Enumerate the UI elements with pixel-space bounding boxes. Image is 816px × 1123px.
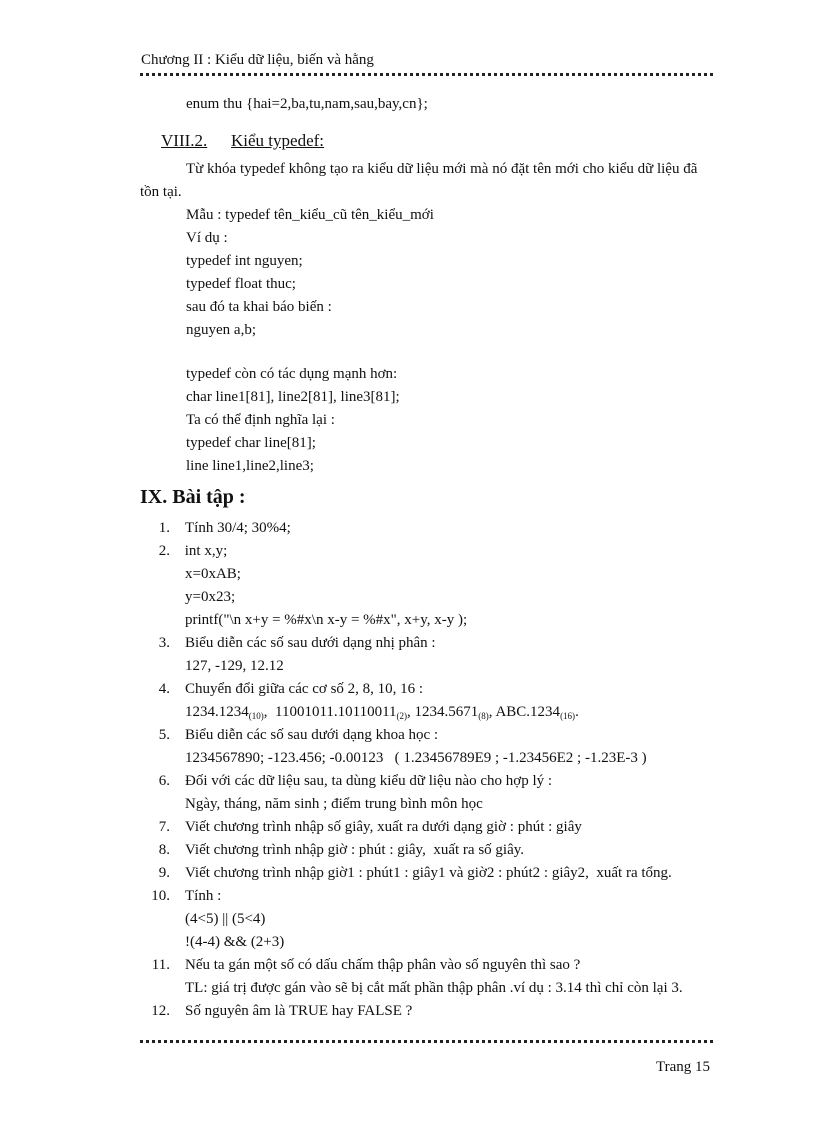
separator: , [488,704,496,720]
base-subscript: (16) [560,711,576,721]
code-line: typedef float thuc; [186,276,296,292]
exercise-item: Đối với các dữ liệu sau, ta dùng kiểu dữ liệu nào cho hợp lý : [185,773,553,789]
chapter-header: Chương II : Kiểu dữ liệu, biến và hằng [141,52,374,68]
item-number: 3. [158,635,170,651]
exercise-item: Biểu diễn các số sau dưới dạng nhị phân : [185,635,436,651]
code-line: typedef int nguyen; [186,253,303,269]
section-title: Kiểu typedef: [231,131,324,150]
item-number: 12. [151,1003,170,1019]
exercise-code: printf("\n x+y = %#x\n x-y = %#x", x+y, x-y ); [185,612,468,628]
item-number: 11. [151,957,170,973]
typedef-syntax-line: Mẫu : typedef tên_kiểu_cũ tên_kiểu_mới [186,207,434,223]
code-line: nguyen a,b; [186,322,256,338]
separator: , [407,704,415,720]
base-subscript: (2) [396,711,408,721]
code-line: typedef char line[81]; [186,435,316,451]
exercise-item: Biểu diễn các số sau dưới dạng khoa học : [185,727,439,743]
exercise-item: Viết chương trình nhập số giây, xuất ra dưới dạng giờ : phút : giây [185,819,582,835]
exercise-item: Nếu ta gán một số có dấu chấm thập phân vào số nguyên thì sao ? [185,957,581,973]
exercise-item: Tính 30/4; 30%4; [185,520,291,536]
base-conversion-values [185,702,579,726]
item-number: 10. [151,888,170,904]
page-number: Trang 15 [655,1059,710,1075]
exercise-item: Chuyển đổi giữa các cơ số 2, 8, 10, 16 : [185,681,424,697]
header-divider [140,73,713,76]
exercise-item: int x,y; [181,543,228,559]
section-heading [161,131,324,151]
item-number: 4. [158,681,170,697]
value-base10: 1234.1234 [185,704,249,720]
separator: . [575,704,579,720]
item-number: 2. [158,543,170,559]
exercises-heading: IX. Bài tập : [140,486,246,508]
item-number: 6. [158,773,170,789]
item-number: 8. [158,842,170,858]
exercise-code: y=0x23; [185,589,236,605]
code-line: line line1,line2,line3; [186,458,314,474]
item-number: 1. [158,520,170,536]
item-number: 9. [158,865,170,881]
value-base8: 1234.5671 [414,704,479,720]
exercise-item: Viết chương trình nhập giờ : phút : giây, xuất ra số giây. [185,842,525,858]
text-line: Ta có thể định nghĩa lại : [186,412,335,428]
footer-divider [140,1040,713,1043]
paragraph-line: tồn tại. [140,184,182,200]
exercise-item: Số nguyên âm là TRUE hay FALSE ? [185,1003,413,1019]
enum-code-line: enum thu {hai=2,ba,tu,nam,sau,bay,cn}; [186,96,428,112]
exercise-expression: (4<5) || (5<4) [185,911,266,927]
exercise-answer: TL: giá trị được gán vào sẽ bị cắt mất phần thập phân .ví dụ : 3.14 thì chỉ còn lại 3. [185,980,683,996]
item-number: 7. [158,819,170,835]
separator: , [263,704,275,720]
exercise-detail: Ngày, tháng, năm sinh ; điểm trung bình môn học [185,796,483,812]
example-label: Ví dụ : [186,230,228,246]
base-subscript: (10) [248,711,264,721]
exercise-expression: !(4-4) && (2+3) [185,934,285,950]
item-number: 5. [158,727,170,743]
base-subscript: (8) [478,711,489,721]
exercise-item: Viết chương trình nhập giờ1 : phút1 : giây1 và giờ2 : phút2 : giây2, xuất ra tổng. [185,865,672,881]
text-line: typedef còn có tác dụng mạnh hơn: [186,366,398,382]
value-base16: ABC.1234 [495,704,561,720]
value-base2: 11001011.10110011 [275,704,397,720]
exercise-detail: 1234567890; -123.456; -0.00123 ( 1.23456789E9 ; -1.23456E2 ; -1.23E-3 ) [185,750,647,766]
text-line: sau đó ta khai báo biến : [186,299,332,315]
section-number: VIII.2. [161,131,208,150]
exercise-detail: 127, -129, 12.12 [185,658,284,674]
exercise-code: x=0xAB; [185,566,241,582]
exercise-item: Tính : [185,888,222,904]
paragraph-line: Từ khóa typedef không tạo ra kiểu dữ liệu mới mà nó đặt tên mới cho kiểu dữ liệu đã [186,161,698,177]
code-line: char line1[81], line2[81], line3[81]; [186,389,400,405]
